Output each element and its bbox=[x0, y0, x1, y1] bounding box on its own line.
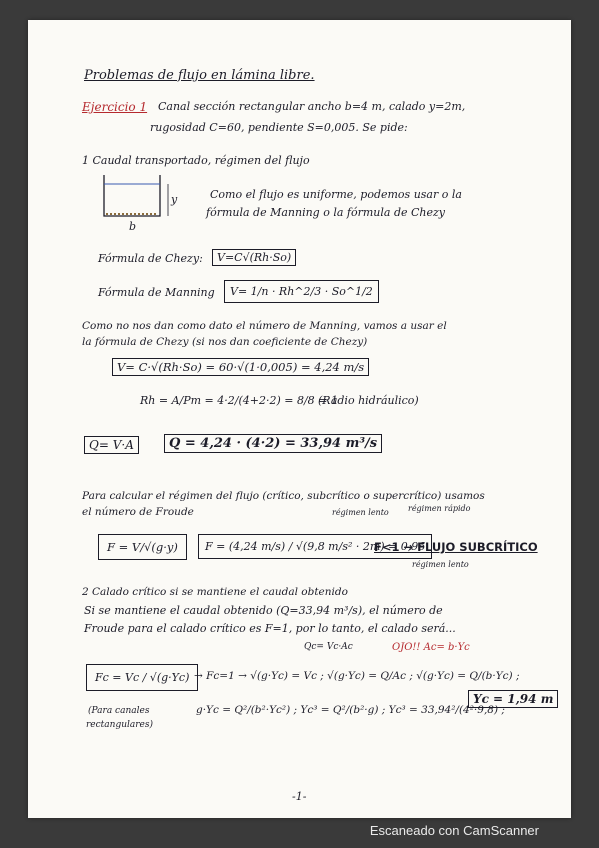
chezy-label: Fórmula de Chezy: bbox=[98, 252, 203, 265]
exercise-text-2: rugosidad C=60, pendiente S=0,005. Se pide: bbox=[150, 121, 408, 134]
note-coefficient-2: la fórmula de Chezy (si nos dan coeficiente de Chezy) bbox=[82, 336, 368, 348]
hydraulic-radius-equation: Rh = A/Pm = 4·2/(4+2·2) = 8/8 = 1 bbox=[140, 394, 338, 407]
rectangular-note-1: (Para canales bbox=[88, 706, 150, 716]
regime-text-2: el número de Froude bbox=[82, 506, 194, 518]
regime-text-1: Para calcular el régimen del flujo (crítico, subcrítico o supercrítico) usamos bbox=[82, 490, 485, 502]
page-number: -1- bbox=[292, 790, 307, 803]
froude-conclusion: F<1 → FLUJO SUBCRÍTICO bbox=[374, 540, 538, 554]
critical-froude-chain: → Fc=1 → √(g·Yc) = Vc ; √(g·Yc) = Q/Ac ; √(g·Yc) = Q/(b·Yc) ; bbox=[194, 670, 520, 682]
manning-label: Fórmula de Manning bbox=[98, 286, 215, 299]
froude-result-box: F = (4,24 m/s) / √(9,8 m/s² · 2m) = 0,96 bbox=[198, 534, 432, 559]
regime-slow-note: régimen lento bbox=[332, 508, 389, 517]
question-2-text-2: Froude para el calado crítico es F=1, por lo tanto, el calado será... bbox=[84, 622, 456, 635]
critical-flow-note: Qc= Vc·Ac bbox=[304, 642, 353, 652]
note-uniform-2: fórmula de Manning o la fórmula de Chezy bbox=[206, 206, 446, 219]
question-1-heading: 1 Caudal transportado, régimen del flujo bbox=[82, 154, 310, 167]
chezy-formula-box: V=C√(Rh·So) bbox=[212, 249, 296, 266]
diagram-label-y: y bbox=[171, 193, 178, 206]
exercise-text-1: Canal sección rectangular ancho b=4 m, calado y=2m, bbox=[158, 100, 466, 113]
question-2-text-1: Si se mantiene el caudal obtenido (Q=33,94 m³/s), el número de bbox=[84, 604, 443, 617]
velocity-equation: V= C·√(Rh·So) = 60·√(1·0,005) = 4,24 m/s bbox=[112, 358, 369, 376]
flow-result-box: Q = 4,24 · (4·2) = 33,94 m³/s bbox=[164, 434, 382, 453]
critical-depth-chain: g·Yc = Q²/(b²·Yc²) ; Yc³ = Q²/(b²·g) ; Yc³ = 33,94²/(4²·9,8) ; bbox=[196, 704, 505, 716]
scanner-watermark: Escaneado con CamScanner bbox=[369, 823, 539, 838]
hydraulic-radius-note: (Radio hidráulico) bbox=[318, 394, 419, 407]
exercise-label: Ejercicio 1 bbox=[82, 100, 148, 114]
rectangular-note-2: rectangulares) bbox=[86, 720, 154, 730]
scanned-page bbox=[28, 20, 571, 818]
note-uniform-1: Como el flujo es uniforme, podemos usar o la bbox=[210, 188, 462, 201]
question-2-heading: 2 Calado crítico si se mantiene el caudal obtenido bbox=[82, 586, 348, 598]
regime-fast-note: régimen rápido bbox=[408, 504, 471, 513]
froude-conclusion-sub: régimen lento bbox=[412, 560, 469, 569]
diagram-label-b: b bbox=[129, 220, 137, 233]
note-coefficient-1: Como no nos dan como dato el número de Manning, vamos a usar el bbox=[82, 320, 447, 332]
warning-note: OJO!! Ac= b·Yc bbox=[392, 642, 470, 653]
froude-formula-box: F = V/√(g·y) bbox=[98, 534, 187, 560]
flow-formula-box: Q= V·A bbox=[84, 436, 139, 454]
manning-formula-box: V= 1/n · Rh^2/3 · So^1/2 bbox=[224, 280, 379, 303]
critical-froude-box: Fc = Vc / √(g·Yc) bbox=[86, 664, 198, 691]
page-title: Problemas de flujo en lámina libre. bbox=[84, 68, 315, 83]
critical-depth-result: Yc = 1,94 m bbox=[468, 690, 558, 708]
